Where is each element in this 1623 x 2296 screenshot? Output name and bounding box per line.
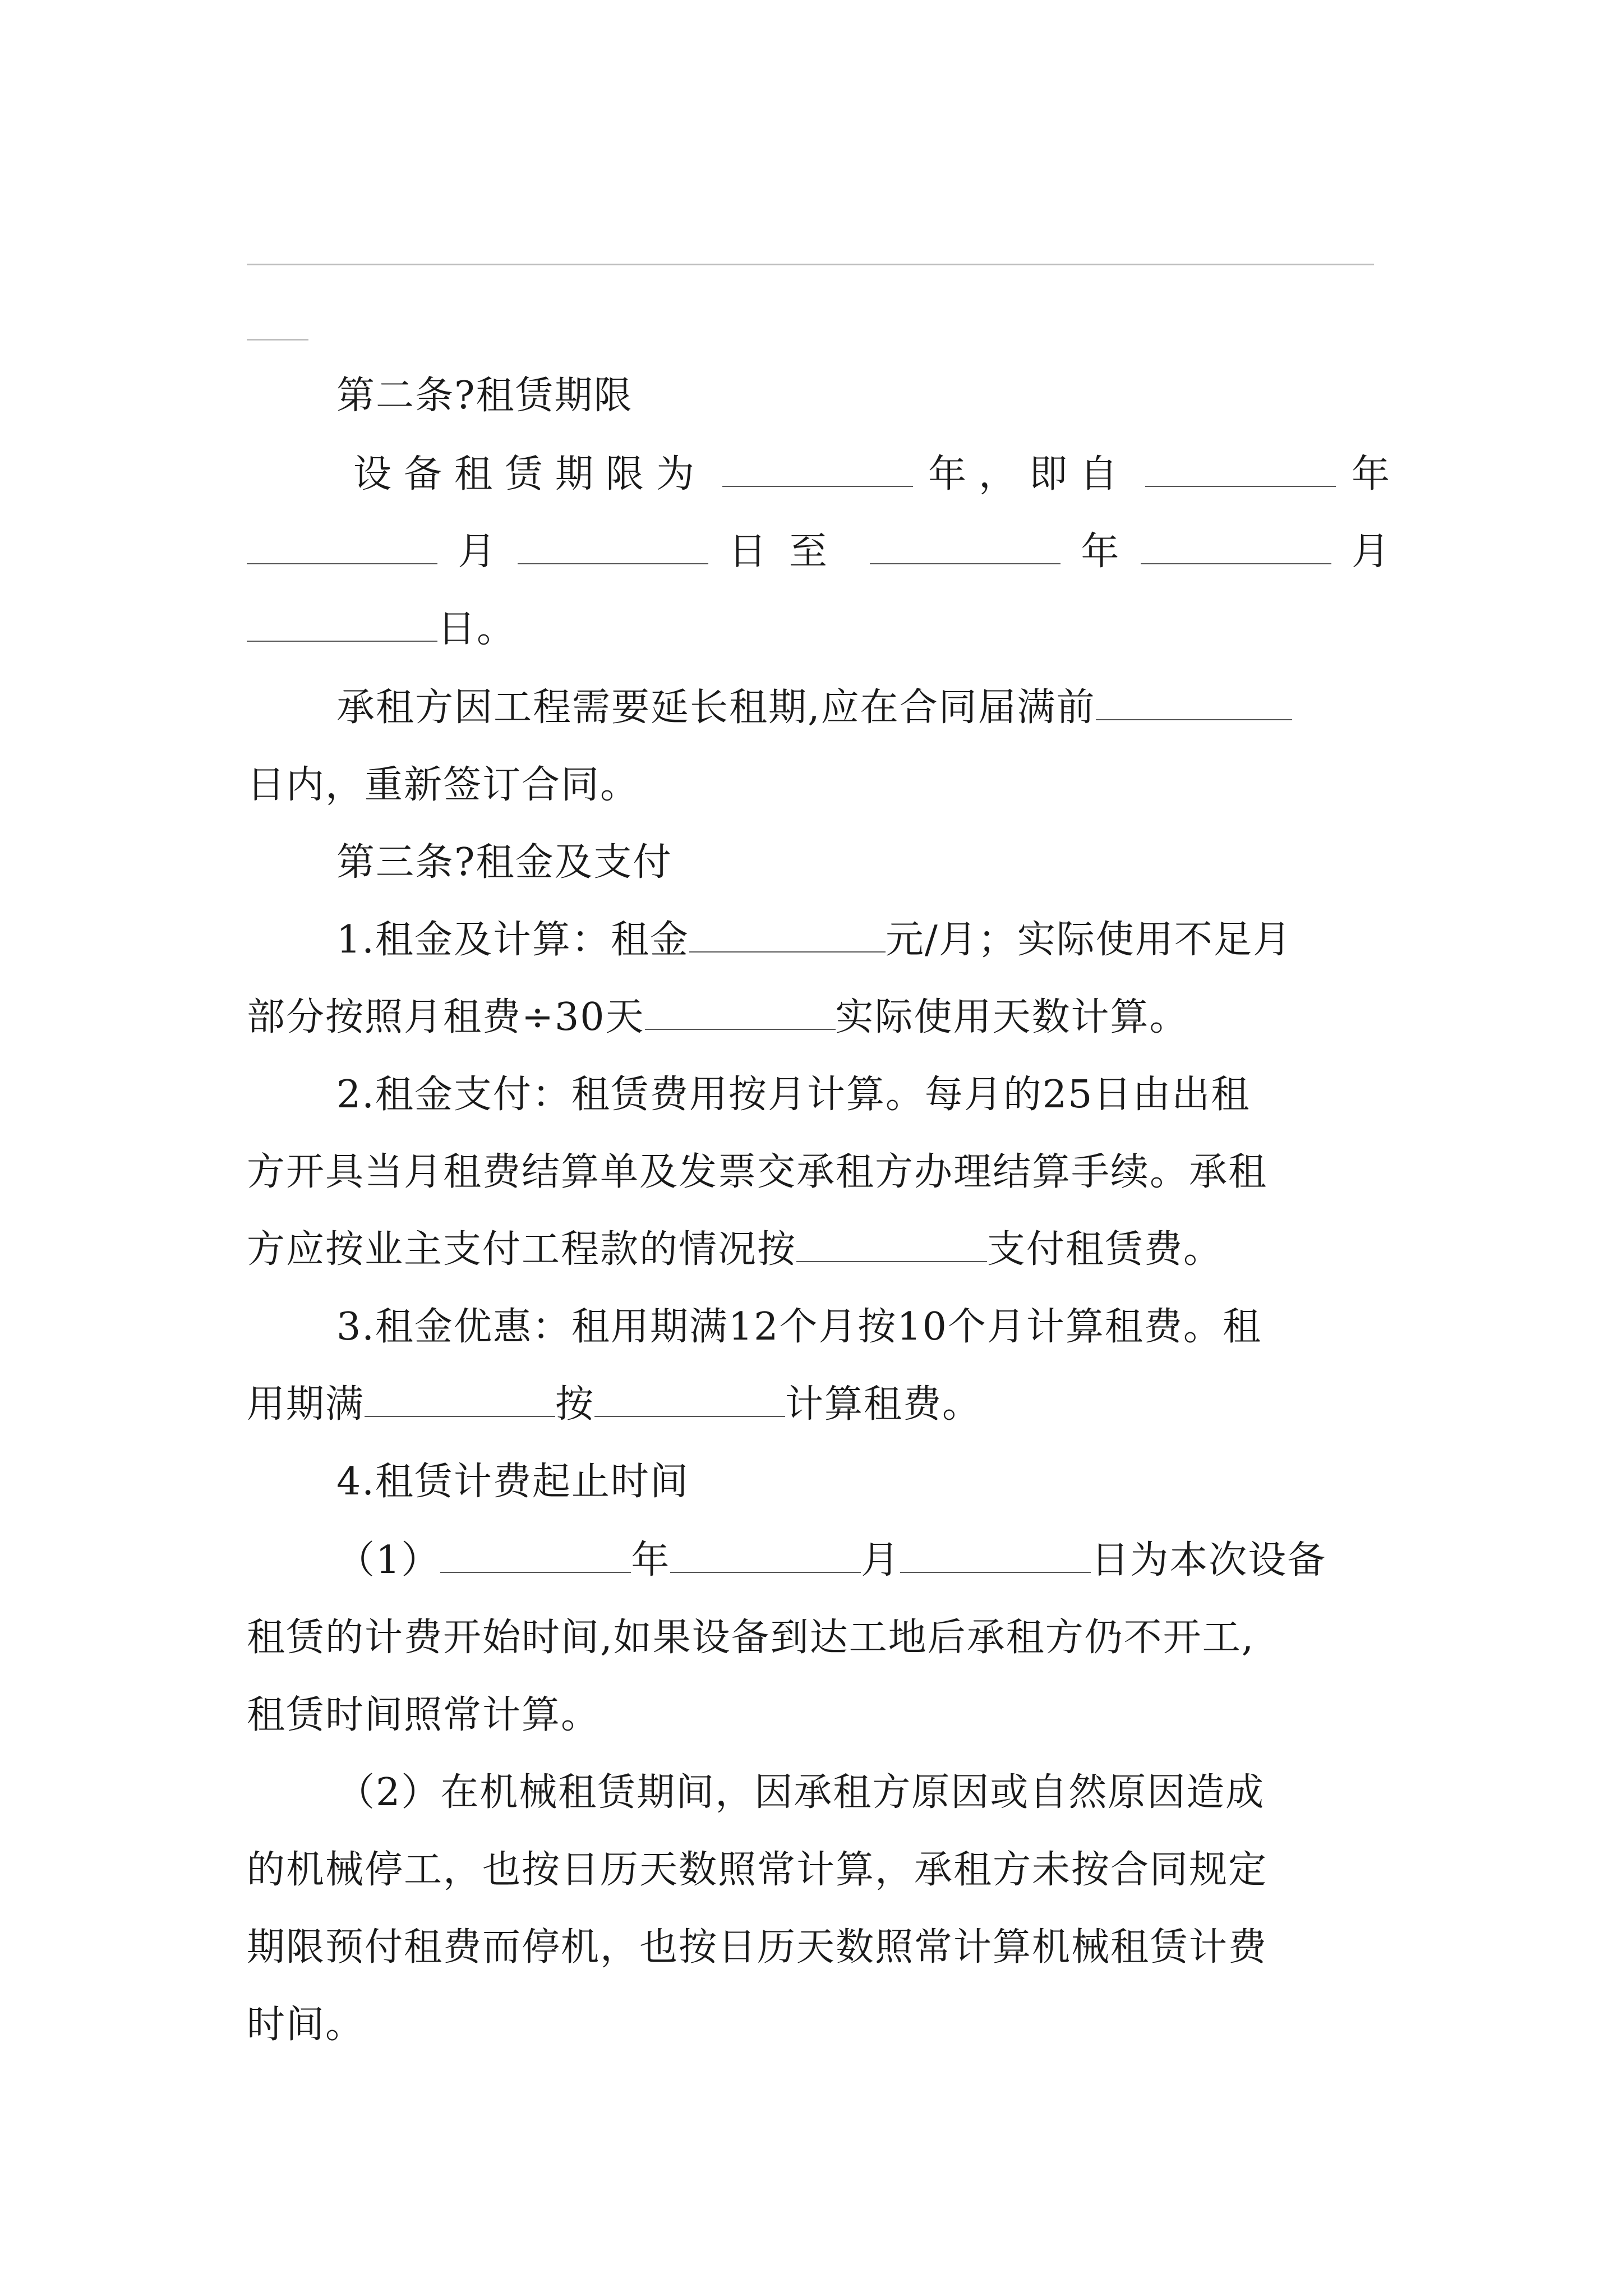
article-3-item-1-line-1: 1.租金及计算：租金 元/月；实际使用不足月 (336, 918, 1292, 962)
article-2-para-2-line-1: 承租方因工程需要延长租期,应在合同届满前 (336, 685, 1292, 730)
article-2-line-1: 设备租赁期限为 年，即自 年 (353, 452, 1391, 496)
article-3-item-3-line-1: 3.租金优惠：租用期满12个月按10个月计算租费。租 (336, 1305, 1262, 1349)
top-rule (247, 264, 1374, 265)
blank-field[interactable] (796, 1227, 987, 1262)
article-3-item-2-line-2: 方开具当月租费结算单及发票交承租方办理结算手续。承租 (247, 1150, 1268, 1194)
article-3-title: 第三条?租金及支付 (336, 840, 672, 885)
article-2-line-3: 日。 (247, 607, 516, 652)
article-3-item-1-line-2: 部分按照月租费÷30天 实际使用天数计算。 (247, 995, 1189, 1039)
article-3-item-2-line-1: 2.租金支付：租赁费用按月计算。每月的25日由出租 (336, 1073, 1251, 1117)
article-3-item-4-1-line-3: 租赁时间照常计算。 (247, 1693, 601, 1737)
article-3-item-2-line-3: 方应按业主支付工程款的情况按 支付租赁费。 (247, 1227, 1223, 1272)
blank-field[interactable] (440, 1538, 631, 1573)
article-3-item-4-2-line-1: （2）在机械租赁期间，因承租方原因或自然原因造成 (336, 1770, 1265, 1815)
blank-field[interactable] (689, 918, 886, 953)
blank-field[interactable] (722, 452, 913, 487)
blank-field[interactable] (645, 995, 836, 1030)
top-rule-short (247, 339, 308, 341)
blank-field[interactable] (247, 530, 437, 564)
blank-field[interactable] (518, 530, 708, 564)
article-3-item-4-2-line-3: 期限预付租费而停机，也按日历天数照常计算机械租赁计费 (247, 1925, 1268, 1970)
blank-field[interactable] (900, 1538, 1091, 1573)
article-3-item-4-1-line-2: 租赁的计费开始时间,如果设备到达工地后承租方仍不开工, (247, 1616, 1255, 1660)
article-3-item-4-title: 4.租赁计费起止时间 (336, 1460, 689, 1504)
article-3-item-4-2-line-4: 时间。 (247, 2003, 365, 2047)
article-2-para-2-line-2: 日内，重新签订合同。 (247, 763, 640, 807)
blank-field[interactable] (870, 530, 1061, 564)
blank-field[interactable] (594, 1382, 785, 1417)
blank-field[interactable] (670, 1538, 861, 1573)
article-3-item-4-2-line-2: 的机械停工，也按日历天数照常计算，承租方未按合同规定 (247, 1848, 1268, 1892)
article-2-title: 第二条?租赁期限 (336, 374, 633, 418)
article-3-item-3-line-2: 用期满 按 计算租费。 (247, 1382, 982, 1427)
article-2-line-2: 月 日至 年 月 (247, 530, 1391, 574)
blank-field[interactable] (1145, 452, 1336, 487)
article-3-item-4-1-line-1: （1） 年 月 日为本次设备 (336, 1538, 1327, 1582)
blank-field[interactable] (1096, 685, 1292, 720)
blank-field[interactable] (365, 1382, 555, 1417)
blank-field[interactable] (1141, 530, 1331, 564)
blank-field[interactable] (247, 607, 437, 642)
